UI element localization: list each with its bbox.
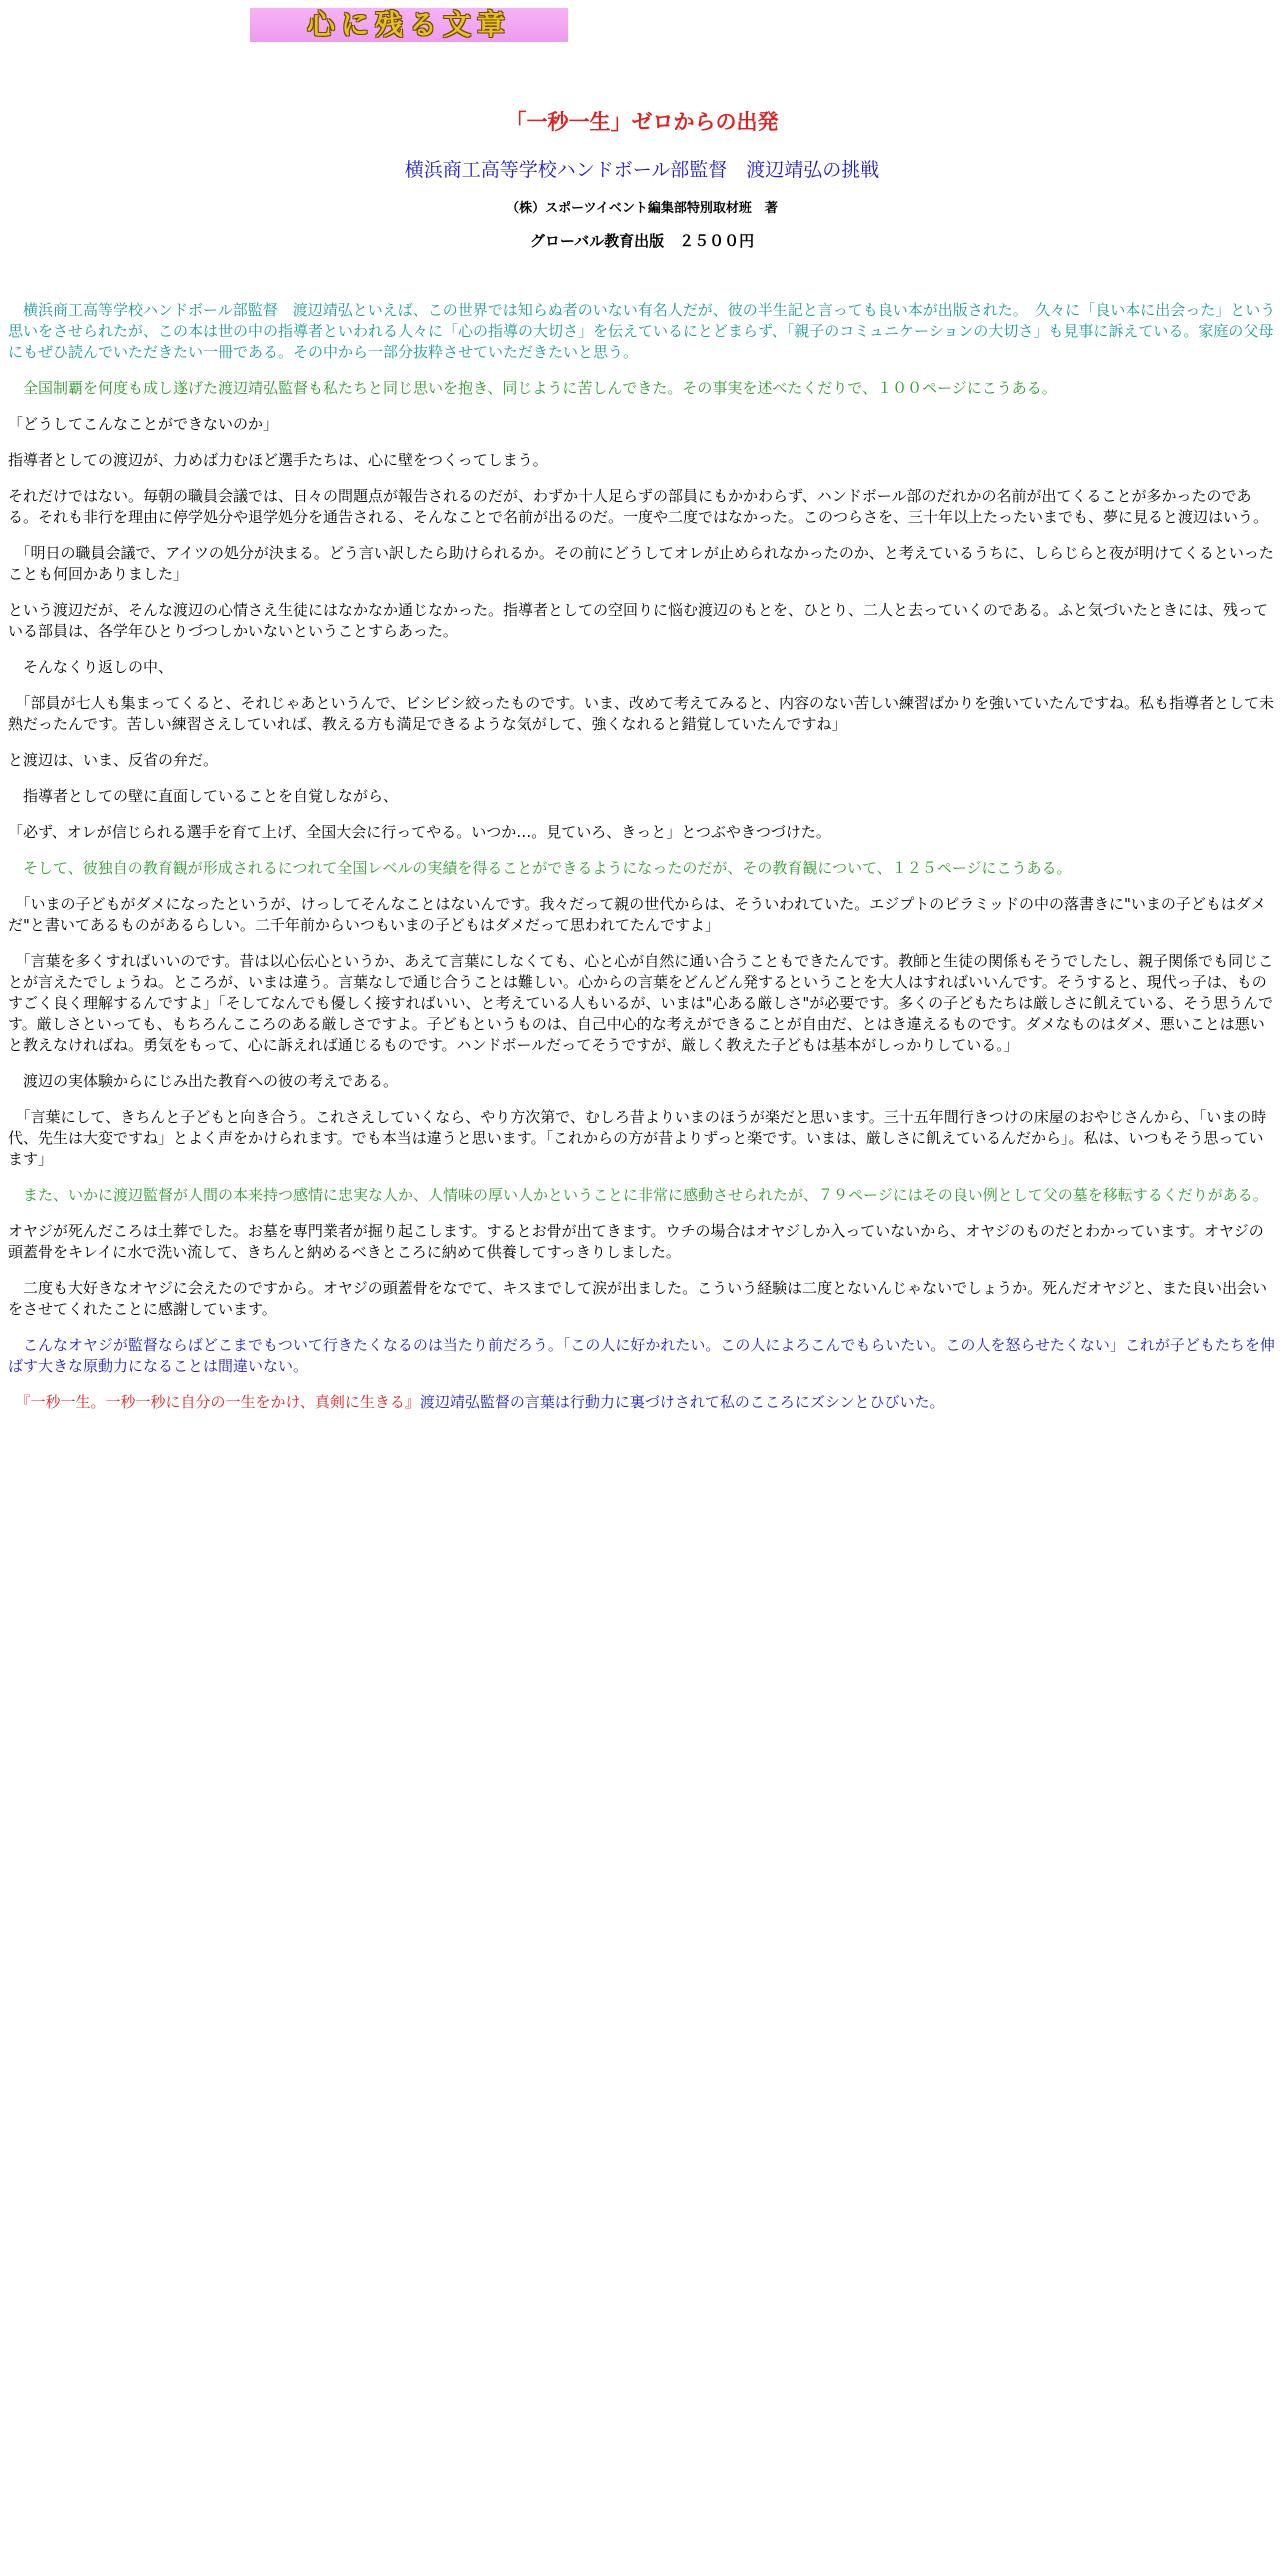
paragraph-text: オヤジが死んだころは土葬でした。お墓を専門業者が掘り起こします。するとお骨が出てきます。ウチの場合はオヤジしか入っていないから、オヤジのものだとわかっています。オヤジの頭蓋骨をキレイに水で洗い流して、きちんと納めるべきところに納めて供養してすっきりしました。 [8, 1222, 1264, 1261]
banner-text: 心に残る文章 [306, 8, 511, 41]
paragraph-quote: 「部員が七人も集まってくると、それじゃあというんで、ビシビシ絞ったものです。いま、改めて考えてみると、内容のない苦しい練習ばかりを強いていたんですね。私も指導者として未熟だったんです。苦しい練習さえしていれば、教える方も満足できるような気がして、強くなれると錯覚していたんですね」 [8, 694, 1275, 733]
paragraph-text: 指導者としての渡辺が、力めば力むほど選手たちは、心に壁をつくってしまう。 [8, 451, 548, 469]
article-body [8, 300, 1276, 1428]
paragraph-text: 指導者としての壁に直面していることを自覚しながら、 [8, 787, 399, 805]
page-title: 「一秒一生」ゼロからの出発 [505, 110, 779, 134]
paragraph-narration: そして、彼独自の教育観が形成されるにつれて全国レベルの実績を得ることができるようになったのだが、その教育観について、１２５ページにこうある。 [8, 859, 1072, 877]
paragraph-quote: 「明日の職員会議で、アイツの処分が決まる。どう言い訳したら助けられるか。その前にどうしてオレが止められなかったのか、と考えているうちに、しらじらと夜が明けてくるといったことも何回かありました」 [8, 544, 1274, 583]
paragraph-narration: こんなオヤジが監督ならばどこまでもついて行きたくなるのは当たり前だろう。「この人に好かれたい。この人によろこんでもらいたい。この人を怒らせたくない」これが子どもたちを伸ばす大きな原動力になることは間違いない。 [8, 1336, 1275, 1375]
paragraph-text: 渡辺の実体験からにじみ出た教育への彼の考えである。 [8, 1072, 399, 1090]
publisher-price: グローバル教育出版 ２５００円 [529, 232, 755, 250]
author-credit: （株）スポーツイベント編集部特別取材班 著 [506, 201, 778, 216]
paragraph-quote: 「必ず、オレが信じられる選手を育て上げ、全国大会に行ってやる。いつか…。見ていろ、きっと」とつぶやきつづけた。 [8, 823, 831, 841]
paragraph-quote: 「言葉にして、きちんと子どもと向き合う。これさえしていくなら、やり方次第で、むしろ昔よりいまのほうが楽だと思います。三十五年間行きつけの床屋のおやじさんから、「いまの時代、先生は大変ですね」とよく声をかけられます。でも本当は違うと思います。「これからの方が昔よりずっと楽です。いまは、厳しさに飢えているんだから」。私は、いつもそう思っています」 [8, 1108, 1267, 1168]
paragraph-quote: 「言葉を多くすればいいのです。昔は以心伝心というか、あえて言葉にしなくても、心と心が自然に通い合うこともできたんです。教師と生徒の関係もそうでしたし、親子関係でも同じことが言えたでしょうね。ところが、いまは違う。言葉なしで通じ合うことは難しい。心からの言葉をどんどん発するということを大人はすればいいんです。そうすると、現代っ子は、ものすごく良く理解するんですよ」「そしてなんでも優しく接すればいい、と考えている人もいるが、いまは"心ある厳しさ"が必要です。多くの子どもたちは厳しさに飢えている、そう思うんです。厳しさといっても、もちろんこころのある厳しさですよ。子どもというものは、自己中心的な考えができることが自由だ、とはき違えるものです。ダメなものはダメ、悪いことは悪いと教えなければね。勇気をもって、心に訴えれば通じるものです。ハンドボールだってそうですが、厳しく教えた子どもは基本がしっかりしている。」 [8, 952, 1274, 1054]
page-subtitle: 横浜商工高等学校ハンドボール部監督 渡辺靖弘の挑戦 [404, 159, 880, 181]
paragraph-intro: 横浜商工高等学校ハンドボール部監督 渡辺靖弘といえば、この世界では知らぬ者のいない有名人だが、彼の半生記と言っても良い本が出版された。 久々に「良い本に出会った」という思いをさせられたが、この本は世の中の指導者といわれる人々に「心の指導の大切さ」を伝えているにとどまらず、「親子のコミュニケーションの大切さ」も見事に訴えている。家庭の父母にもぜひ読んでいただきたい一冊である。その中から一部分抜粋させていただきたいと思う。 [8, 301, 1276, 361]
banner-image [250, 8, 568, 42]
paragraph-quote: 「どうしてこんなことができないのか」 [8, 415, 279, 433]
closing-text: 渡辺靖弘監督の言葉は行動力に裏づけされて私のこころにズシンとひびいた。 [419, 1393, 945, 1411]
closing-quote: 『一秒一生。一秒一秒に自分の一生をかけ、真剣に生きる』 [8, 1393, 420, 1411]
paragraph-narration: 全国制覇を何度も成し遂げた渡辺靖弘監督も私たちと同じ思いを抱き、同じように苦しんできた。その事実を述べたくだりで、１００ページにこうある。 [8, 379, 1057, 397]
paragraph-quote: 「いまの子どもがダメになったというが、けっしてそんなことはないんです。我々だって親の世代からは、そういわれていた。エジプトのピラミッドの中の落書きに"いまの子どもはダメだ"と書いてあるものがあるらしい。二千年前からいつもいまの子どもはダメだって思われてたんですよ」 [8, 895, 1266, 934]
paragraph-narration: また、いかに渡辺監督が人間の本来持つ感情に忠実な人か、人情味の厚い人かということに非常に感動させられたが、７９ページにはその良い例として父の墓を移転するくだりがある。 [8, 1186, 1268, 1204]
paragraph-text: そんなくり返しの中、 [8, 658, 174, 676]
paragraph-text: という渡辺だが、そんな渡辺の心情さえ生徒にはなかなか通じなかった。指導者としての空回りに悩む渡辺のもとを、ひとり、二人と去っていくのである。ふと気づいたときには、残っている部員は、各学年ひとりづつしかいないということすらあった。 [8, 601, 1269, 640]
paragraph-text: 二度も大好きなオヤジに会えたのですから。オヤジの頭蓋骨をなでて、キスまでして涙が出ました。こういう経験は二度とないんじゃないでしょうか。死んだオヤジと、また良い出会いをさせてくれたことに感謝しています。 [8, 1279, 1267, 1318]
paragraph-closing [8, 1392, 1276, 1413]
paragraph-text: と渡辺は、いま、反省の弁だ。 [8, 751, 219, 769]
paragraph-text: それだけではない。毎朝の職員会議では、日々の問題点が報告されるのだが、わずか十人足らずの部員にもかかわらず、ハンドボール部のだれかの名前が出てくることが多かったのである。それも非行を理由に停学処分や退学処分を通告される、そんなことで名前が出るのだ。一度や二度ではなかった。このつらさを、三十年以上たったいまでも、夢に見ると渡辺はいう。 [8, 487, 1269, 526]
